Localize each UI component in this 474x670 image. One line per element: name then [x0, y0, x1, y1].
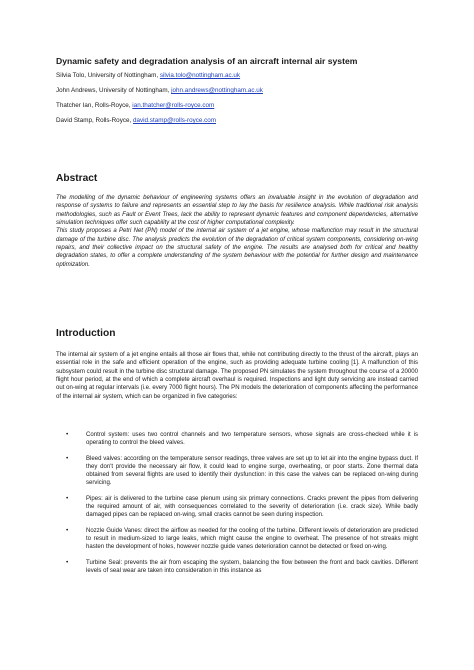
- bullet-icon: •: [66, 494, 69, 502]
- list-item: [56, 527, 418, 552]
- author-affiliation: Thatcher Ian, Rolls-Royce,: [56, 102, 133, 109]
- author-email-link[interactable]: silvia.tolo@nottingham.ac.uk: [159, 72, 241, 79]
- list-item: [56, 495, 418, 520]
- author-line: [56, 71, 436, 80]
- author-affiliation: John Andrews, University of Nottingham,: [56, 87, 172, 94]
- list-item-text: Turbine Seal: prevents the air from escaping the system, balancing the flow between the front and back cavities. Different levels of seal wear are taken into consideration in this instance as: [86, 559, 418, 574]
- paper-title: Dynamic safety and degradation analysis of an aircraft internal air system: [56, 56, 358, 66]
- bullet-icon: •: [66, 558, 69, 566]
- component-category-list: [56, 431, 418, 582]
- introduction-heading: Introduction: [56, 328, 116, 339]
- introduction-body: [56, 351, 418, 401]
- list-item-text: Nozzle Guide Vanes: direct the airflow as needed for the cooling of the turbine. Different levels of deterioration are predicted to result in medium-sized to large leaks, which might cause the engine to overheat. The presence of hot streaks might hasten the development of holes, however nozzle guide vanes deterioration cannot be detected or fixed on-wing.: [86, 527, 418, 551]
- list-item: [56, 431, 418, 448]
- author-line: [56, 86, 436, 95]
- bullet-icon: •: [66, 431, 69, 438]
- introduction-paragraph: The internal air system of a jet engine entails all those air flows that, while not contributing directly to the thrust of the aircraft, plays an essential role in the safe and efficient operation of the engine, such as providing adequate turbine cooling [1]. A malfunction of this subsystem could result in the turbine disc structural damage. The proposed PN simulates the system throughout the course of a 20000 flight hour period, at the end of which a complete aircraft overhaul is required. Inspections and light duty servicing are instead carried out on-wing at regular intervals (i.e. every 7000 flight hours). The PN models the deterioration of components affecting the performance of the internal air system, which can be organized in five categories:: [56, 352, 418, 400]
- author-email-link[interactable]: john.andrews@nottingham.ac.uk: [171, 87, 263, 94]
- author-affiliation: David Stamp, Rolls-Royce,: [56, 117, 133, 124]
- author-affiliation: Silvia Tolo, University of Nottingham,: [56, 72, 160, 79]
- bullet-icon: •: [66, 526, 69, 534]
- abstract-paragraph: The modelling of the dynamic behaviour of engineering systems offers an invaluable insight in the evolution of degradation and response of systems to failure and represents an essential step to lay the basis for resilience analysis. While traditional risk analysis methodologies, such as Fault or Event Trees, lack the ability to represent dynamic features and component dependencies, alternative simulation techniques offer such capability at the cost of higher computational complexity.: [56, 195, 418, 227]
- author-email-link[interactable]: david.stamp@rolls-royce.com: [133, 117, 217, 124]
- author-line: [56, 101, 436, 110]
- list-item-text: Control system: uses two control channels and two temperature sensors, whose signals are cross-checked while it is operating to control the bleed valves.: [86, 432, 418, 447]
- author-email-link[interactable]: ian.thatcher@rolls-royce.com: [132, 102, 215, 109]
- abstract-body: [56, 194, 418, 269]
- list-item: [56, 455, 418, 488]
- list-item-text: Pipes: air is delivered to the turbine case plenum using six primary connections. Cracks prevent the pipes from delivering the required amount of air, with consequences correlated to the severity of deterioration (i.e. crack size). While badly damaged pipes can be replaced on-wing, small cracks cannot be seen during inspection.: [86, 495, 418, 519]
- author-line: [56, 116, 436, 125]
- list-item-text: Bleed valves: according on the temperature sensor readings, three valves are set up to let air into the engine bypass duct. If they don't provide the necessary air flow, it could lead to engine surge, overheating, or poor starts. Zone thermal data obtained from several flights are used to identify their dysfunction: in this case the valves can be replaced on-wing during servicing.: [86, 455, 418, 487]
- abstract-heading: Abstract: [56, 173, 98, 184]
- list-item: [56, 559, 418, 576]
- abstract-paragraph: This study proposes a Petri Net (PN) model of the internal air system of a jet engine, whose malfunction may result in the structural damage of the turbine disc. The analysis predicts the evolution of the degradation of critical system components, considering on-wing repairs, and their collective impact on the structural safety of the engine. The results are analysed both for critical and healthy degradation states, to offer a complete understanding of the system behaviour with the potential for further design and maintenance optimization.: [56, 228, 418, 268]
- bullet-icon: •: [66, 454, 69, 462]
